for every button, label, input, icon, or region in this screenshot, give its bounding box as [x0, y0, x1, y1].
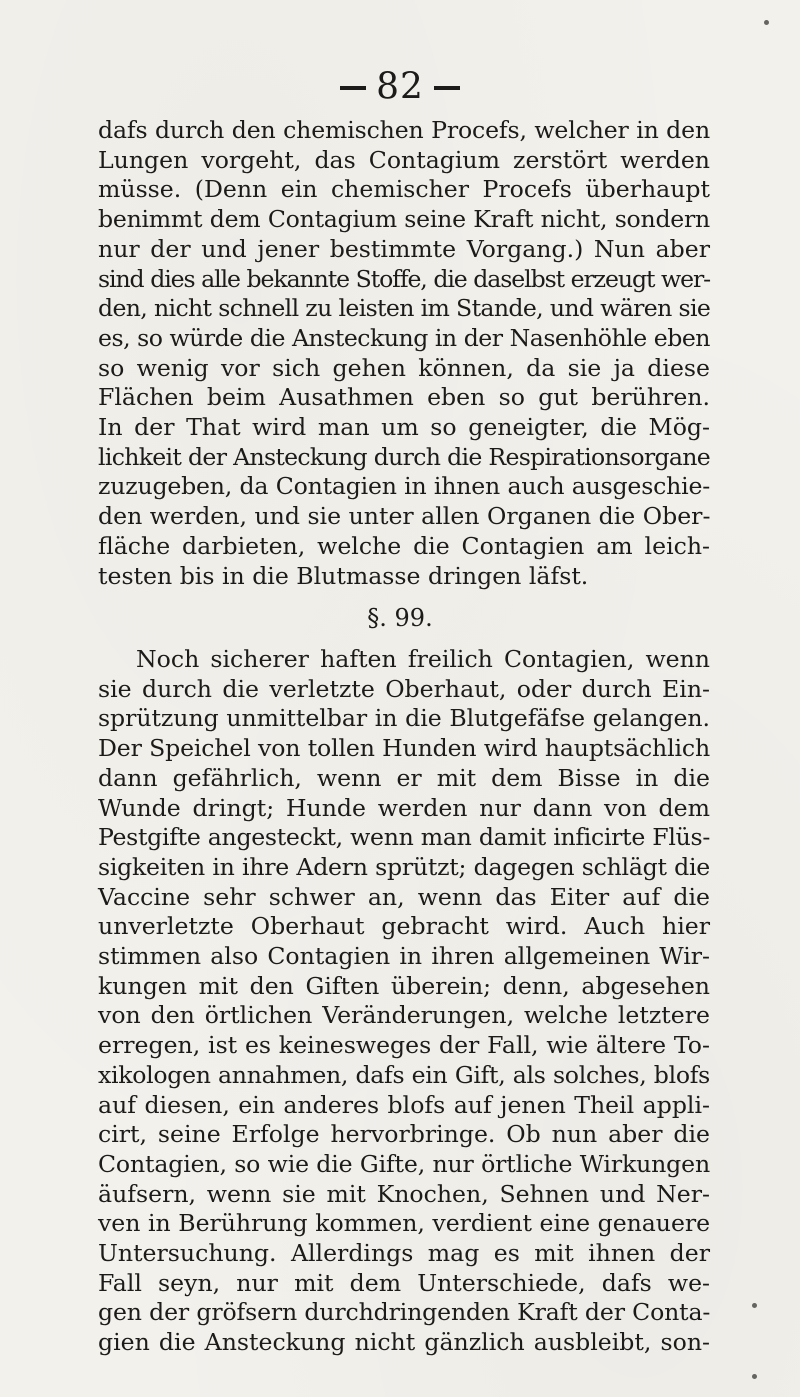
- text-line: cirt, seine Erfolge hervorbringe. Ob nun aber die: [98, 1120, 710, 1149]
- text-line: Vaccine sehr schwer an, wenn das Eiter auf die: [98, 882, 710, 911]
- text-line: zuzugeben, da Contagien in ihnen auch ausgeschie-: [98, 472, 710, 501]
- text-line: äufsern, wenn sie mit Knochen, Sehnen und Ner-: [98, 1179, 710, 1208]
- page-number: 82: [376, 66, 424, 108]
- text-line: nur der und jener bestimmte Vorgang.) Nun aber: [98, 234, 710, 263]
- text-line: Der Speichel von tollen Hunden wird hauptsächlich: [98, 734, 710, 763]
- text-line: lichkeit der Ansteckung durch die Respirationsorgane: [98, 442, 710, 471]
- text-line: fläche darbieten, welche die Contagien am leich-: [98, 531, 710, 560]
- text-line: Flächen beim Ausathmen eben so gut berühren.: [98, 383, 710, 412]
- section-heading: §. 99.: [367, 604, 433, 632]
- text-line: sie durch die verletzte Oberhaut, oder durch Ein-: [98, 674, 710, 703]
- print-speck: [764, 20, 769, 25]
- text-line: sind dies alle bekannte Stoffe, die daselbst erzeugt wer-: [98, 264, 710, 293]
- text-line: ven in Berührung kommen, verdient eine genauere: [98, 1209, 710, 1238]
- text-line: benimmt dem Contagium seine Kraft nicht, sondern: [98, 205, 710, 234]
- text-line: Fall seyn, nur mit dem Unterschiede, dafs we-: [98, 1268, 710, 1297]
- text-line: xikologen annahmen, dafs ein Gift, als solches, blofs: [98, 1060, 710, 1089]
- paragraph-continued: [98, 116, 710, 591]
- text-line: es, so würde die Ansteckung in der Nasenhöhle eben: [98, 323, 710, 352]
- print-speck: [752, 1303, 757, 1308]
- text-line: Contagien, so wie die Gifte, nur örtliche Wirkungen: [98, 1149, 710, 1178]
- text-line: von den örtlichen Veränderungen, welche letztere: [98, 1001, 710, 1030]
- text-line: kungen mit den Giften überein; denn, abgesehen: [98, 971, 710, 1000]
- text-line: sprützung unmittelbar in die Blutgefäfse gelangen.: [98, 704, 710, 733]
- text-line: dann gefährlich, wenn er mit dem Bisse in die: [98, 763, 710, 792]
- text-line: Lungen vorgeht, das Contagium zerstört werden: [98, 145, 710, 174]
- paragraph-section-99: [98, 645, 710, 1358]
- text-line: den, nicht schnell zu leisten im Stande, und wären sie: [98, 294, 711, 323]
- text-line: dafs durch den chemischen Procefs, welcher in den: [98, 116, 710, 144]
- text-line: Untersuchung. Allerdings mag es mit ihnen der: [98, 1239, 710, 1268]
- text-line: Wunde dringt; Hunde werden nur dann von dem: [98, 793, 710, 822]
- page-header: [0, 62, 800, 110]
- header-dash-right: [434, 86, 460, 90]
- text-line: In der That wird man um so geneigter, die Mög-: [98, 413, 710, 442]
- text-line: erregen, ist es keinesweges der Fall, wie ältere To-: [98, 1031, 710, 1060]
- text-line: gien die Ansteckung nicht gänzlich ausbleibt, son-: [98, 1328, 710, 1357]
- header-dash-left: [340, 86, 366, 90]
- text-line: sigkeiten in ihre Adern sprützt; dagegen schlägt die: [98, 852, 710, 881]
- print-speck: [752, 1374, 757, 1379]
- text-line: den werden, und sie unter allen Organen die Ober-: [98, 502, 711, 531]
- text-line: testen bis in die Blutmasse dringen läfst.: [98, 561, 589, 590]
- text-line: müsse. (Denn ein chemischer Procefs überhaupt: [98, 175, 710, 204]
- text-line: auf diesen, ein anderes blofs auf jenen Theil appli-: [98, 1090, 710, 1119]
- text-line: Noch sicherer haften freilich Contagien, wenn: [136, 645, 710, 673]
- text-line: unverletzte Oberhaut gebracht wird. Auch hier: [98, 912, 710, 941]
- text-line: gen der gröfsern durchdringenden Kraft der Conta-: [98, 1298, 711, 1327]
- text-line: Pestgifte angesteckt, wenn man damit inficirte Flüs-: [98, 823, 710, 852]
- text-line: stimmen also Contagien in ihren allgemeinen Wir-: [98, 942, 710, 971]
- text-line: so wenig vor sich gehen können, da sie ja diese: [98, 353, 710, 382]
